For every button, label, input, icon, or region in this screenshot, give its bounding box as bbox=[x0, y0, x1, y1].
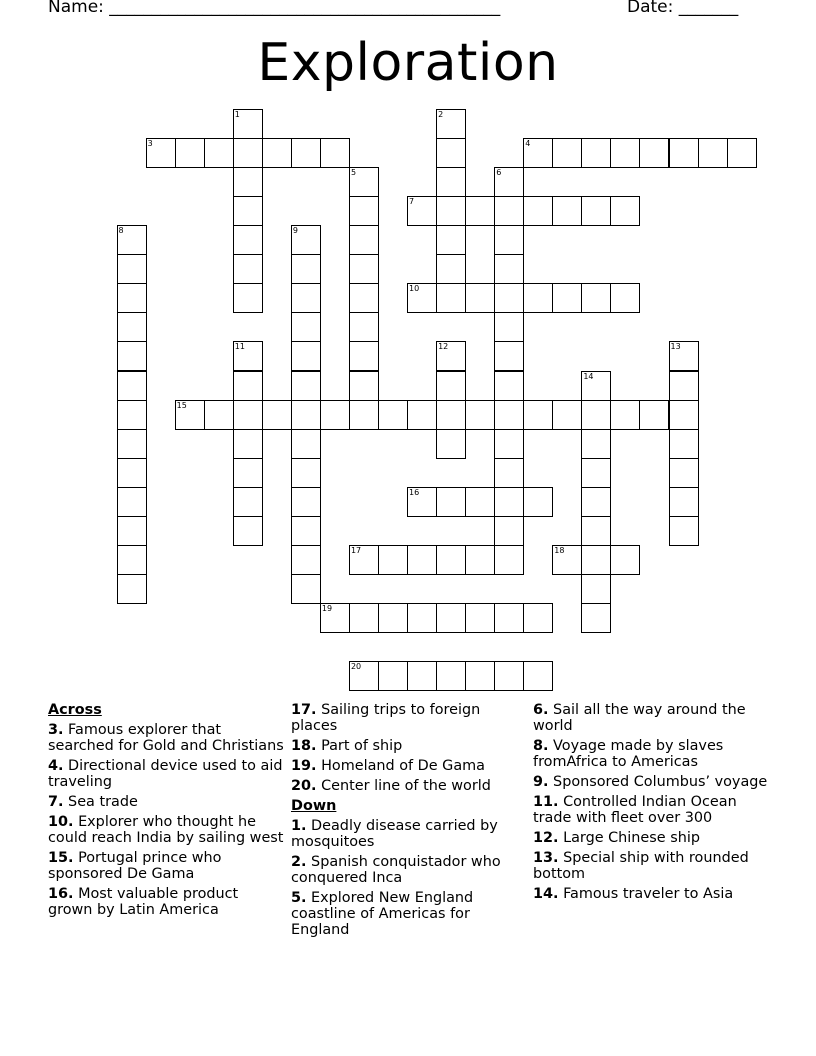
crossword-cell[interactable] bbox=[436, 196, 466, 226]
clue-column-3 bbox=[533, 702, 769, 906]
crossword-cell[interactable] bbox=[291, 138, 321, 168]
crossword-cell[interactable] bbox=[233, 487, 263, 517]
crossword-cell[interactable] bbox=[291, 545, 321, 575]
crossword-cell[interactable] bbox=[291, 487, 321, 517]
cell-number: 2 bbox=[438, 110, 444, 120]
crossword-cell[interactable] bbox=[436, 429, 466, 459]
cell-number: 8 bbox=[118, 226, 124, 236]
crossword-cell[interactable] bbox=[581, 487, 611, 517]
crossword-cell[interactable] bbox=[436, 400, 466, 430]
crossword-cell[interactable] bbox=[233, 283, 263, 313]
crossword-cell[interactable] bbox=[233, 371, 263, 401]
clue-text: Most valuable product grown by Latin America bbox=[48, 886, 239, 918]
crossword-cell[interactable] bbox=[117, 254, 147, 284]
crossword-cell[interactable] bbox=[465, 661, 495, 691]
crossword-cell[interactable] bbox=[407, 283, 437, 313]
crossword-cell[interactable] bbox=[204, 138, 234, 168]
crossword-cell[interactable] bbox=[117, 341, 147, 371]
crossword-cell[interactable] bbox=[581, 400, 611, 430]
crossword-cell[interactable] bbox=[117, 458, 147, 488]
clue-number: 17. bbox=[291, 702, 317, 718]
crossword-cell[interactable] bbox=[291, 341, 321, 371]
clue-number: 19. bbox=[291, 758, 317, 774]
clue-number: 3. bbox=[48, 722, 64, 738]
crossword-cell[interactable] bbox=[233, 254, 263, 284]
crossword-cell[interactable] bbox=[117, 400, 147, 430]
cell-number: 7 bbox=[409, 197, 415, 207]
crossword-cell[interactable] bbox=[146, 138, 176, 168]
crossword-cell[interactable] bbox=[436, 109, 466, 139]
crossword-cell[interactable] bbox=[349, 196, 379, 226]
crossword-cell[interactable] bbox=[669, 138, 699, 168]
crossword-cell[interactable] bbox=[349, 225, 379, 255]
crossword-cell[interactable] bbox=[378, 603, 408, 633]
clue-item bbox=[291, 890, 527, 938]
crossword-cell[interactable] bbox=[320, 138, 350, 168]
clue-number: 8. bbox=[533, 738, 549, 754]
clue-item bbox=[48, 886, 284, 918]
crossword-cell[interactable] bbox=[436, 225, 466, 255]
crossword-cell[interactable] bbox=[581, 458, 611, 488]
crossword-cell[interactable] bbox=[378, 400, 408, 430]
crossword-cell[interactable] bbox=[320, 603, 350, 633]
clue-number: 1. bbox=[291, 818, 307, 834]
crossword-cell[interactable] bbox=[436, 283, 466, 313]
clue-number: 13. bbox=[533, 850, 559, 866]
crossword-cell[interactable] bbox=[494, 516, 524, 546]
cell-number: 16 bbox=[409, 487, 420, 497]
crossword-cell[interactable] bbox=[581, 574, 611, 604]
crossword-cell[interactable] bbox=[407, 400, 437, 430]
crossword-cell[interactable] bbox=[523, 196, 553, 226]
clue-text: Sailing trips to foreign places bbox=[291, 702, 481, 734]
clue-number: 14. bbox=[533, 886, 559, 902]
crossword-cell[interactable] bbox=[552, 138, 582, 168]
clue-text: Portugal prince who sponsored De Gama bbox=[48, 850, 222, 882]
clue-text: Special ship with rounded bottom bbox=[533, 850, 749, 882]
crossword-cell[interactable] bbox=[436, 487, 466, 517]
crossword-cell[interactable] bbox=[465, 196, 495, 226]
clue-item bbox=[48, 722, 284, 754]
crossword-cell[interactable] bbox=[291, 429, 321, 459]
crossword-cell[interactable] bbox=[117, 312, 147, 342]
clue-number: 7. bbox=[48, 794, 64, 810]
clue-number: 12. bbox=[533, 830, 559, 846]
crossword-cell[interactable] bbox=[669, 400, 699, 430]
crossword-cell[interactable] bbox=[610, 283, 640, 313]
cell-number: 5 bbox=[350, 168, 357, 178]
clue-text: Sponsored Columbus’ voyage bbox=[548, 774, 768, 790]
cell-number: 10 bbox=[409, 284, 420, 294]
cell-number: 18 bbox=[554, 545, 565, 555]
cell-number: 14 bbox=[583, 371, 594, 381]
crossword-cell[interactable] bbox=[698, 138, 728, 168]
clue-number: 2. bbox=[291, 854, 307, 870]
crossword-cell[interactable] bbox=[581, 429, 611, 459]
crossword-cell[interactable] bbox=[349, 603, 379, 633]
crossword-cell[interactable] bbox=[494, 196, 524, 226]
clue-item bbox=[533, 738, 769, 770]
clue-number: 5. bbox=[291, 890, 307, 906]
clue-number: 16. bbox=[48, 886, 74, 902]
across-heading: Across bbox=[48, 702, 102, 718]
crossword-cell[interactable] bbox=[407, 545, 437, 575]
clue-text: Sail all the way around the world bbox=[533, 702, 746, 734]
page-title: Exploration bbox=[257, 33, 559, 93]
clue-number: 10. bbox=[48, 814, 74, 830]
crossword-cell[interactable] bbox=[465, 603, 495, 633]
crossword-cell[interactable] bbox=[465, 283, 495, 313]
crossword-cell[interactable] bbox=[494, 312, 524, 342]
crossword-cell[interactable] bbox=[262, 400, 292, 430]
crossword-cell[interactable] bbox=[436, 254, 466, 284]
clue-number: 20. bbox=[291, 778, 317, 794]
crossword-cell[interactable] bbox=[552, 400, 582, 430]
clue-text: Controlled Indian Ocean trade with fleet over 300 bbox=[533, 794, 737, 826]
crossword-cell[interactable] bbox=[436, 661, 466, 691]
clue-item bbox=[533, 886, 769, 902]
cell-number: 11 bbox=[234, 342, 245, 352]
crossword-cell[interactable] bbox=[610, 400, 640, 430]
cell-number: 19 bbox=[321, 603, 333, 613]
clue-item bbox=[533, 774, 769, 790]
clue-text: Sea trade bbox=[63, 794, 138, 810]
across-clue-list-continued bbox=[291, 702, 527, 794]
clue-text: Center line of the world bbox=[316, 778, 491, 794]
clue-item bbox=[48, 850, 284, 882]
crossword-cell[interactable] bbox=[175, 138, 205, 168]
crossword-cell[interactable] bbox=[349, 371, 379, 401]
crossword-cell[interactable] bbox=[117, 283, 147, 313]
crossword-cell[interactable] bbox=[117, 545, 147, 575]
crossword-cell[interactable] bbox=[378, 661, 408, 691]
clue-item bbox=[291, 738, 527, 754]
crossword-cell[interactable] bbox=[581, 371, 611, 401]
crossword-cell[interactable] bbox=[291, 400, 321, 430]
crossword-cell[interactable] bbox=[494, 254, 524, 284]
crossword-cell[interactable] bbox=[204, 400, 234, 430]
clue-item bbox=[533, 830, 769, 846]
crossword-cell[interactable] bbox=[291, 225, 321, 255]
crossword-cell[interactable] bbox=[494, 283, 524, 313]
crossword-cell[interactable] bbox=[581, 138, 611, 168]
crossword-cell[interactable] bbox=[436, 371, 466, 401]
crossword-cell[interactable] bbox=[669, 487, 699, 517]
crossword-cell[interactable] bbox=[233, 138, 263, 168]
clue-text: Voyage made by slaves fromAfrica to Americas bbox=[533, 738, 724, 770]
clue-text: Spanish conquistador who conquered Inca bbox=[291, 854, 501, 886]
crossword-cell[interactable] bbox=[494, 225, 524, 255]
crossword-cell[interactable] bbox=[349, 254, 379, 284]
crossword-cell[interactable] bbox=[117, 225, 147, 255]
clue-number: 11. bbox=[533, 794, 559, 810]
clue-number: 18. bbox=[291, 738, 317, 754]
cell-number: 12 bbox=[438, 342, 449, 352]
cell-number: 17 bbox=[350, 545, 362, 555]
crossword-cell[interactable] bbox=[175, 400, 205, 430]
crossword-cell[interactable] bbox=[233, 196, 263, 226]
clue-item bbox=[48, 758, 284, 790]
crossword-cell[interactable] bbox=[436, 545, 466, 575]
crossword-cell[interactable] bbox=[465, 545, 495, 575]
crossword-cell[interactable] bbox=[117, 516, 147, 546]
crossword-cell[interactable] bbox=[523, 487, 553, 517]
crossword-cell[interactable] bbox=[494, 371, 524, 401]
name-field-label: Name: ______________________________________________ bbox=[48, 0, 501, 17]
crossword-cell[interactable] bbox=[494, 400, 524, 430]
clue-text: Large Chinese ship bbox=[558, 830, 700, 846]
crossword-cell[interactable] bbox=[669, 341, 699, 371]
crossword-cell[interactable] bbox=[552, 196, 582, 226]
crossword-cell[interactable] bbox=[233, 167, 263, 197]
crossword-cell[interactable] bbox=[349, 661, 379, 691]
crossword-cell[interactable] bbox=[523, 661, 553, 691]
clue-text: Directional device used to aid traveling bbox=[48, 758, 283, 790]
crossword-cell[interactable] bbox=[494, 603, 524, 633]
clue-item bbox=[533, 702, 769, 734]
crossword-cell[interactable] bbox=[581, 603, 611, 633]
across-clue-list bbox=[48, 722, 284, 918]
crossword-cell[interactable] bbox=[291, 283, 321, 313]
clue-number: 4. bbox=[48, 758, 64, 774]
clue-item bbox=[533, 850, 769, 882]
crossword-cell[interactable] bbox=[465, 400, 495, 430]
crossword-cell[interactable] bbox=[581, 545, 611, 575]
crossword-cell[interactable] bbox=[407, 603, 437, 633]
crossword-cell[interactable] bbox=[233, 225, 263, 255]
clue-item bbox=[291, 758, 527, 774]
crossword-cell[interactable] bbox=[407, 661, 437, 691]
clue-item bbox=[533, 794, 769, 826]
clue-item bbox=[291, 854, 527, 886]
down-clue-list-continued bbox=[533, 702, 769, 902]
cell-number: 13 bbox=[670, 342, 681, 352]
crossword-cell[interactable] bbox=[494, 487, 524, 517]
date-field-label: Date: _______ bbox=[627, 0, 739, 17]
clue-number: 9. bbox=[533, 774, 549, 790]
clue-number: 15. bbox=[48, 850, 74, 866]
clue-item bbox=[291, 818, 527, 850]
crossword-cell[interactable] bbox=[494, 429, 524, 459]
crossword-cell[interactable] bbox=[349, 400, 379, 430]
crossword-cell[interactable] bbox=[233, 400, 263, 430]
clue-text: Explored New England coastline of Americas for England bbox=[291, 890, 474, 938]
cell-number: 1 bbox=[234, 110, 240, 120]
clue-item bbox=[291, 702, 527, 734]
clue-column-2 bbox=[291, 702, 527, 942]
crossword-cell[interactable] bbox=[552, 283, 582, 313]
crossword-cell[interactable] bbox=[465, 487, 495, 517]
crossword-cell[interactable] bbox=[291, 458, 321, 488]
crossword-cell[interactable] bbox=[117, 429, 147, 459]
crossword-cell[interactable] bbox=[581, 283, 611, 313]
crossword-cell[interactable] bbox=[581, 196, 611, 226]
clue-column-1 bbox=[48, 702, 284, 922]
crossword-cell[interactable] bbox=[436, 138, 466, 168]
clue-text: Famous traveler to Asia bbox=[558, 886, 734, 902]
crossword-cell[interactable] bbox=[233, 341, 263, 371]
crossword-cell[interactable] bbox=[639, 138, 669, 168]
crossword-cell[interactable] bbox=[669, 458, 699, 488]
crossword-cell[interactable] bbox=[233, 458, 263, 488]
crossword-cell[interactable] bbox=[233, 516, 263, 546]
crossword-cell[interactable] bbox=[117, 574, 147, 604]
crossword-cell[interactable] bbox=[349, 545, 379, 575]
crossword-cell[interactable] bbox=[523, 400, 553, 430]
crossword-cell[interactable] bbox=[407, 487, 437, 517]
crossword-cell[interactable] bbox=[291, 574, 321, 604]
down-clue-list bbox=[291, 818, 527, 938]
clue-text: Explorer who thought he could reach India by sailing west bbox=[48, 814, 284, 846]
crossword-cell[interactable] bbox=[262, 138, 292, 168]
cell-number: 9 bbox=[292, 226, 298, 236]
crossword-cell[interactable] bbox=[291, 254, 321, 284]
crossword-cell[interactable] bbox=[669, 429, 699, 459]
crossword-cell[interactable] bbox=[436, 167, 466, 197]
cell-number: 6 bbox=[496, 168, 502, 178]
crossword-cell[interactable] bbox=[494, 661, 524, 691]
clue-text: Homeland of De Gama bbox=[316, 758, 485, 774]
crossword-cell[interactable] bbox=[117, 371, 147, 401]
crossword-cell[interactable] bbox=[727, 138, 757, 168]
crossword-cell[interactable] bbox=[610, 196, 640, 226]
crossword-cell[interactable] bbox=[523, 603, 553, 633]
down-heading: Down bbox=[291, 798, 337, 814]
crossword-cell[interactable] bbox=[349, 341, 379, 371]
crossword-cell[interactable] bbox=[291, 516, 321, 546]
crossword-cell[interactable] bbox=[117, 487, 147, 517]
crossword-cell[interactable] bbox=[552, 545, 582, 575]
crossword-cell[interactable] bbox=[349, 167, 379, 197]
crossword-cell[interactable] bbox=[320, 400, 350, 430]
crossword-cell[interactable] bbox=[349, 312, 379, 342]
clue-item bbox=[48, 794, 284, 810]
cell-number: 15 bbox=[176, 400, 187, 410]
crossword-cell[interactable] bbox=[291, 312, 321, 342]
clue-text: Famous explorer that searched for Gold and Christians bbox=[48, 722, 284, 754]
crossword-cell[interactable] bbox=[494, 167, 524, 197]
cell-number: 20 bbox=[350, 662, 362, 671]
crossword-cell[interactable] bbox=[494, 545, 524, 575]
clue-number: 6. bbox=[533, 702, 549, 718]
crossword-cell[interactable] bbox=[494, 341, 524, 371]
clue-item bbox=[48, 814, 284, 846]
clue-item bbox=[291, 778, 527, 794]
crossword-cell[interactable] bbox=[407, 196, 437, 226]
crossword-cell[interactable] bbox=[291, 371, 321, 401]
cell-number: 3 bbox=[147, 139, 153, 149]
crossword-cell[interactable] bbox=[610, 545, 640, 575]
clue-text: Part of ship bbox=[316, 738, 403, 754]
cell-number: 4 bbox=[525, 139, 531, 149]
crossword-cell[interactable] bbox=[523, 138, 553, 168]
crossword-cell[interactable] bbox=[523, 283, 553, 313]
crossword-cell[interactable] bbox=[669, 516, 699, 546]
crossword-cell[interactable] bbox=[436, 341, 466, 371]
crossword-cell[interactable] bbox=[378, 545, 408, 575]
crossword-cell[interactable] bbox=[349, 283, 379, 313]
crossword-cell[interactable] bbox=[233, 429, 263, 459]
crossword-cell[interactable] bbox=[669, 371, 699, 401]
crossword-cell[interactable] bbox=[639, 400, 669, 430]
clue-text: Deadly disease carried by mosquitoes bbox=[291, 818, 498, 850]
crossword-cell[interactable] bbox=[233, 109, 263, 139]
crossword-cell[interactable] bbox=[610, 138, 640, 168]
crossword-cell[interactable] bbox=[494, 458, 524, 488]
crossword-cell[interactable] bbox=[436, 603, 466, 633]
crossword-cell[interactable] bbox=[581, 516, 611, 546]
